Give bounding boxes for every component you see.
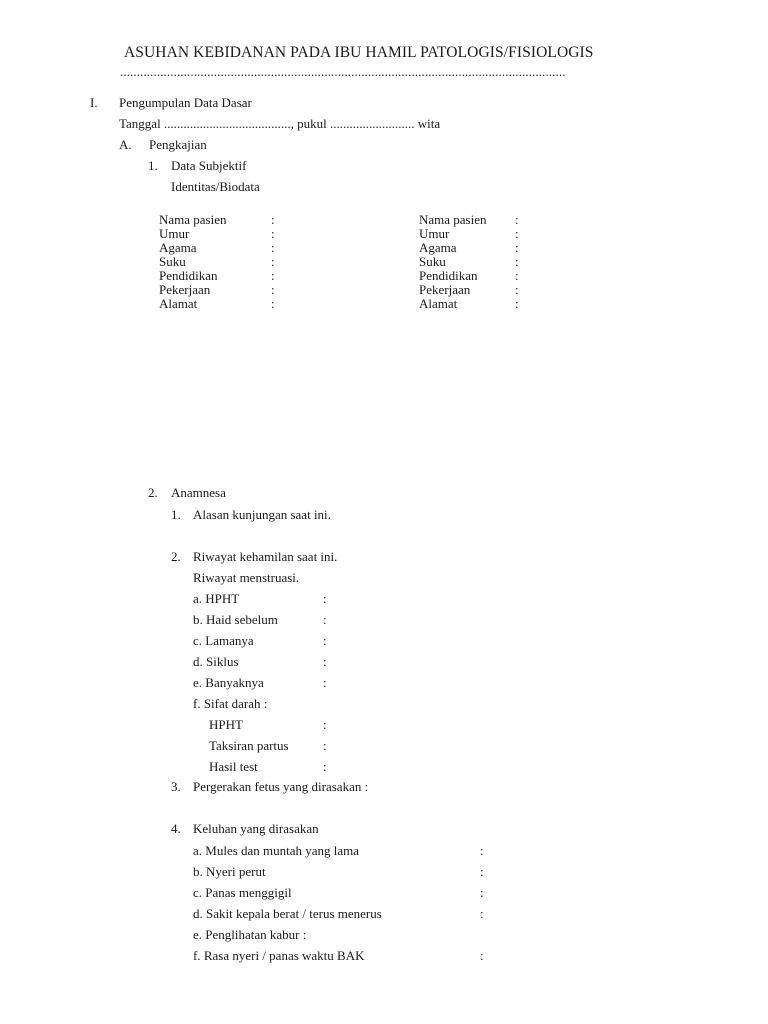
menstruasi-item: d. Siklus <box>193 654 239 669</box>
subjektif-title: Data Subjektif <box>171 158 247 173</box>
identity-right-label: Suku <box>419 254 446 269</box>
menstruasi-item: c. Lamanya <box>193 633 254 648</box>
identity-left-label: Umur <box>159 226 190 241</box>
identity-left-label: Nama pasien <box>159 212 227 227</box>
menstruasi-item: e. Banyaknya <box>193 675 264 690</box>
section-title: Pengumpulan Data Dasar <box>119 95 252 110</box>
subsection-letter: A. <box>119 137 132 152</box>
section-number: I. <box>90 95 98 110</box>
keluhan-item: a. Mules dan muntah yang lama <box>193 843 360 858</box>
menstruasi-item: a. HPHT <box>193 591 240 606</box>
colon: : <box>323 612 327 627</box>
identity-subtitle: Identitas/Biodata <box>171 179 260 194</box>
colon: : <box>515 240 519 255</box>
colon: : <box>323 654 327 669</box>
colon: : <box>515 254 519 269</box>
menstruasi-subtitle: Riwayat menstruasi. <box>193 570 300 585</box>
colon: : <box>323 738 327 753</box>
keluhan-item: c. Panas menggigil <box>193 885 292 900</box>
item-text: Alasan kunjungan saat ini. <box>193 507 331 522</box>
identity-right-label: Alamat <box>419 296 458 311</box>
colon: : <box>271 226 275 241</box>
colon: : <box>323 633 327 648</box>
colon: : <box>480 885 484 900</box>
item-number: 4. <box>171 821 181 836</box>
identity-left-label: Agama <box>159 240 197 255</box>
colon: : <box>323 759 327 774</box>
item-number: 2. <box>171 549 181 564</box>
colon: : <box>480 843 484 858</box>
date-time-line: Tanggal ......................................., pukul .......................... wita <box>119 116 441 131</box>
identity-right-label: Agama <box>419 240 457 255</box>
colon: : <box>271 282 275 297</box>
colon: : <box>271 296 275 311</box>
item-text: Keluhan yang dirasakan <box>193 821 319 836</box>
colon: : <box>271 240 275 255</box>
item-text: Pergerakan fetus yang dirasakan : <box>193 779 369 794</box>
colon: : <box>515 226 519 241</box>
colon: : <box>323 717 327 732</box>
keluhan-item: f. Rasa nyeri / panas waktu BAK <box>193 948 365 963</box>
title-dotted-line: ..................................................................................................................................... <box>120 64 566 79</box>
anamnesa-number: 2. <box>148 485 158 500</box>
identity-left-label: Suku <box>159 254 186 269</box>
subjektif-number: 1. <box>148 158 158 173</box>
colon: : <box>515 296 519 311</box>
colon: : <box>271 268 275 283</box>
identity-left-label: Pekerjaan <box>159 282 211 297</box>
identity-right-label: Umur <box>419 226 450 241</box>
sifat-item: HPHT <box>209 717 243 732</box>
keluhan-item: b. Nyeri perut <box>193 864 266 879</box>
keluhan-item: e. Penglihatan kabur : <box>193 927 307 942</box>
colon: : <box>271 254 275 269</box>
identity-right-label: Nama pasien <box>419 212 487 227</box>
identity-left-label: Alamat <box>159 296 198 311</box>
colon: : <box>271 212 275 227</box>
colon: : <box>480 864 484 879</box>
colon: : <box>515 282 519 297</box>
colon: : <box>323 591 327 606</box>
colon: : <box>480 948 484 963</box>
item-number: 3. <box>171 779 181 794</box>
identity-right-label: Pendidikan <box>419 268 478 283</box>
anamnesa-title: Anamnesa <box>171 485 226 500</box>
sifat-item: Taksiran partus <box>209 738 289 753</box>
keluhan-item: d. Sakit kepala berat / terus menerus <box>193 906 382 921</box>
document-title: ASUHAN KEBIDANAN PADA IBU HAMIL PATOLOGIS/FISIOLOGIS <box>124 44 594 61</box>
identity-right-label: Pekerjaan <box>419 282 471 297</box>
item-text: Riwayat kehamilan saat ini. <box>193 549 338 564</box>
sifat-item: Hasil test <box>209 759 258 774</box>
sifat-darah-label: f. Sifat darah : <box>193 696 268 711</box>
colon: : <box>515 212 519 227</box>
colon: : <box>480 906 484 921</box>
subsection-title: Pengkajian <box>149 137 207 152</box>
item-number: 1. <box>171 507 181 522</box>
colon: : <box>515 268 519 283</box>
identity-left-label: Pendidikan <box>159 268 218 283</box>
menstruasi-item: b. Haid sebelum <box>193 612 278 627</box>
colon: : <box>323 675 327 690</box>
